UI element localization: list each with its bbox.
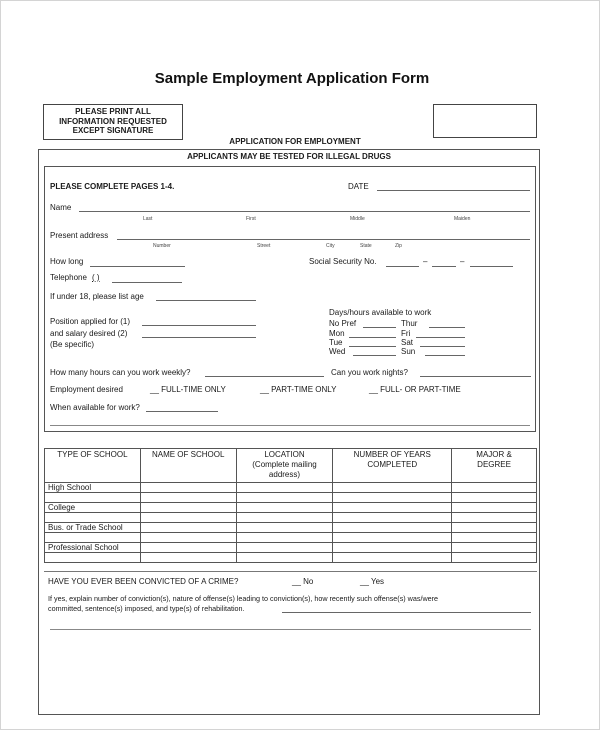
crime-question: HAVE YOU EVER BEEN CONVICTED OF A CRIME? <box>48 577 239 586</box>
address-part-state: State <box>360 243 372 249</box>
table-cell[interactable] <box>140 553 236 563</box>
day-field-thur[interactable] <box>429 327 465 328</box>
name-field[interactable] <box>79 211 530 212</box>
crime-explain-field[interactable] <box>282 612 531 613</box>
table-cell[interactable] <box>452 553 537 563</box>
day-label-sat: Sat <box>401 338 414 347</box>
day-label-mon: Mon <box>329 329 345 338</box>
ssn-separator: – <box>460 257 465 266</box>
table-cell[interactable] <box>452 483 537 493</box>
table-cell[interactable] <box>452 533 537 543</box>
position-label-2: and salary desired (2) <box>50 329 128 338</box>
table-cell[interactable] <box>140 483 236 493</box>
name-part-first: First <box>246 216 256 222</box>
table-row <box>45 523 537 533</box>
ssn-label: Social Security No. <box>309 257 377 266</box>
instruction-text: PLEASE COMPLETE PAGES 1-4. <box>50 182 175 191</box>
name-part-middle: Middle <box>350 216 365 222</box>
available-label: When available for work? <box>50 403 140 412</box>
name-part-last: Last <box>143 216 153 222</box>
ssn-field-1[interactable] <box>386 266 419 267</box>
available-field[interactable] <box>146 411 218 412</box>
table-cell[interactable] <box>140 493 236 503</box>
crime-explain-line-2: committed, sentence(s) imposed, and type(s) of rehabilitation. <box>48 603 245 613</box>
table-row <box>45 503 537 513</box>
address-part-number: Number <box>153 243 171 249</box>
table-cell[interactable] <box>452 493 537 503</box>
name-label: Name <box>50 203 72 212</box>
table-cell[interactable] <box>333 503 452 513</box>
notice-line: PLEASE PRINT ALL <box>75 107 151 116</box>
table-cell[interactable] <box>333 483 452 493</box>
form-title: Sample Employment Application Form <box>154 70 430 87</box>
table-cell[interactable] <box>140 523 236 533</box>
table-cell[interactable] <box>140 543 236 553</box>
position-label-3: (Be specific) <box>50 340 95 349</box>
school-type-cell: College <box>45 503 141 513</box>
crime-yes-option[interactable]: __ Yes <box>360 577 385 586</box>
table-cell[interactable] <box>236 483 333 493</box>
day-field-wed[interactable] <box>353 355 396 356</box>
table-cell[interactable] <box>452 513 537 523</box>
days-hours-title: Days/hours available to work <box>329 308 432 317</box>
notice-line: INFORMATION REQUESTED <box>59 116 167 126</box>
day-field-fri[interactable] <box>416 337 465 338</box>
col-location: LOCATION (Complete mailing address) <box>236 449 333 483</box>
address-part-city: City <box>326 243 335 249</box>
under-18-label: If under 18, please list age <box>50 292 144 301</box>
education-table <box>44 448 537 563</box>
ssn-separator: – <box>423 257 428 266</box>
nights-field[interactable] <box>420 376 531 377</box>
option-full-or-part-time[interactable]: __ FULL- OR PART-TIME <box>369 385 461 394</box>
ssn-field-3[interactable] <box>470 266 513 267</box>
table-cell[interactable] <box>333 493 452 503</box>
address-part-street: Street <box>257 243 271 249</box>
table-row <box>45 543 537 553</box>
name-part-maiden: Maiden <box>454 216 471 222</box>
hours-weekly-label: How many hours can you work weekly? <box>50 368 191 377</box>
position-field-2[interactable] <box>142 337 256 338</box>
notice-line: EXCEPT SIGNATURE <box>72 126 154 135</box>
table-cell[interactable] <box>236 503 333 513</box>
day-field-mon[interactable] <box>349 337 396 338</box>
col-type-of-school: TYPE OF SCHOOL <box>45 449 141 483</box>
table-cell[interactable] <box>140 513 236 523</box>
table-row <box>45 493 537 503</box>
crime-explain-line-1: If yes, explain number of conviction(s), nature of offense(s) leading to conviction(s), how recently such offense(s) was/were <box>48 594 439 603</box>
date-field[interactable] <box>377 190 530 191</box>
table-cell[interactable] <box>333 543 452 553</box>
crime-no-option[interactable]: __ No <box>292 577 314 586</box>
table-row <box>45 553 537 563</box>
school-type-cell <box>45 533 141 543</box>
telephone-field[interactable] <box>112 282 182 283</box>
day-field-tue[interactable] <box>349 346 396 347</box>
option-part-time-only[interactable]: __ PART-TIME ONLY <box>260 385 337 394</box>
address-label: Present address <box>50 231 109 240</box>
print-notice-box <box>43 104 183 140</box>
telephone-label: Telephone <box>50 273 87 282</box>
school-type-cell: High School <box>45 483 141 493</box>
crime-explain-text <box>48 594 438 613</box>
table-cell[interactable] <box>236 493 333 503</box>
day-label-wed: Wed <box>329 347 346 356</box>
address-part-zip: Zip <box>395 243 402 249</box>
day-field-sat[interactable] <box>420 346 465 347</box>
day-label-thur: Thur <box>401 319 418 328</box>
day-label-fri: Fri <box>401 329 411 338</box>
school-type-cell <box>45 493 141 503</box>
employment-desired-label: Employment desired <box>50 385 123 394</box>
col-name-of-school: NAME OF SCHOOL <box>140 449 236 483</box>
date-label: DATE <box>348 182 369 191</box>
office-use-box[interactable] <box>433 104 537 138</box>
table-cell[interactable] <box>333 513 452 523</box>
section-divider <box>44 571 537 572</box>
crime-explain-field-2[interactable] <box>50 629 531 630</box>
table-row <box>45 483 537 493</box>
day-field-sun[interactable] <box>425 355 465 356</box>
table-header-row <box>45 449 537 483</box>
school-type-cell <box>45 553 141 563</box>
school-type-cell <box>45 513 141 523</box>
hours-weekly-field[interactable] <box>205 376 324 377</box>
table-cell[interactable] <box>333 523 452 533</box>
day-label-tue: Tue <box>329 338 343 347</box>
table-cell[interactable] <box>236 513 333 523</box>
section-heading: APPLICATION FOR EMPLOYMENT <box>229 137 361 146</box>
table-cell[interactable] <box>236 533 333 543</box>
day-label-sun: Sun <box>401 347 416 356</box>
school-type-cell: Professional School <box>45 543 141 553</box>
table-cell[interactable] <box>236 543 333 553</box>
table-row <box>45 533 537 543</box>
drug-test-notice: APPLICANTS MAY BE TESTED FOR ILLEGAL DRUGS <box>187 152 391 161</box>
age-field[interactable] <box>156 300 256 301</box>
table-cell[interactable] <box>333 553 452 563</box>
table-cell[interactable] <box>236 553 333 563</box>
col-major-degree: MAJOR & DEGREE <box>452 449 537 483</box>
table-cell[interactable] <box>140 533 236 543</box>
table-cell[interactable] <box>333 533 452 543</box>
how-long-label: How long <box>50 257 84 266</box>
option-full-time-only[interactable]: __ FULL-TIME ONLY <box>150 385 226 394</box>
telephone-area-code[interactable]: ( ) <box>92 273 100 282</box>
table-row <box>45 513 537 523</box>
col-years-completed: NUMBER OF YEARS COMPLETED <box>333 449 452 483</box>
school-type-cell: Bus. or Trade School <box>45 523 141 533</box>
day-field-no-pref[interactable] <box>363 327 396 328</box>
ssn-field-2[interactable] <box>432 266 456 267</box>
position-label-1: Position applied for (1) <box>50 317 131 326</box>
position-field-1[interactable] <box>142 325 256 326</box>
table-cell[interactable] <box>452 503 537 513</box>
day-label-no-pref: No Pref <box>329 319 357 328</box>
table-cell[interactable] <box>236 523 333 533</box>
table-cell[interactable] <box>140 503 236 513</box>
extra-line[interactable] <box>50 425 530 426</box>
table-cell[interactable] <box>452 543 537 553</box>
nights-label: Can you work nights? <box>331 368 408 377</box>
address-field[interactable] <box>117 239 530 240</box>
table-cell[interactable] <box>452 523 537 533</box>
how-long-field[interactable] <box>90 266 185 267</box>
